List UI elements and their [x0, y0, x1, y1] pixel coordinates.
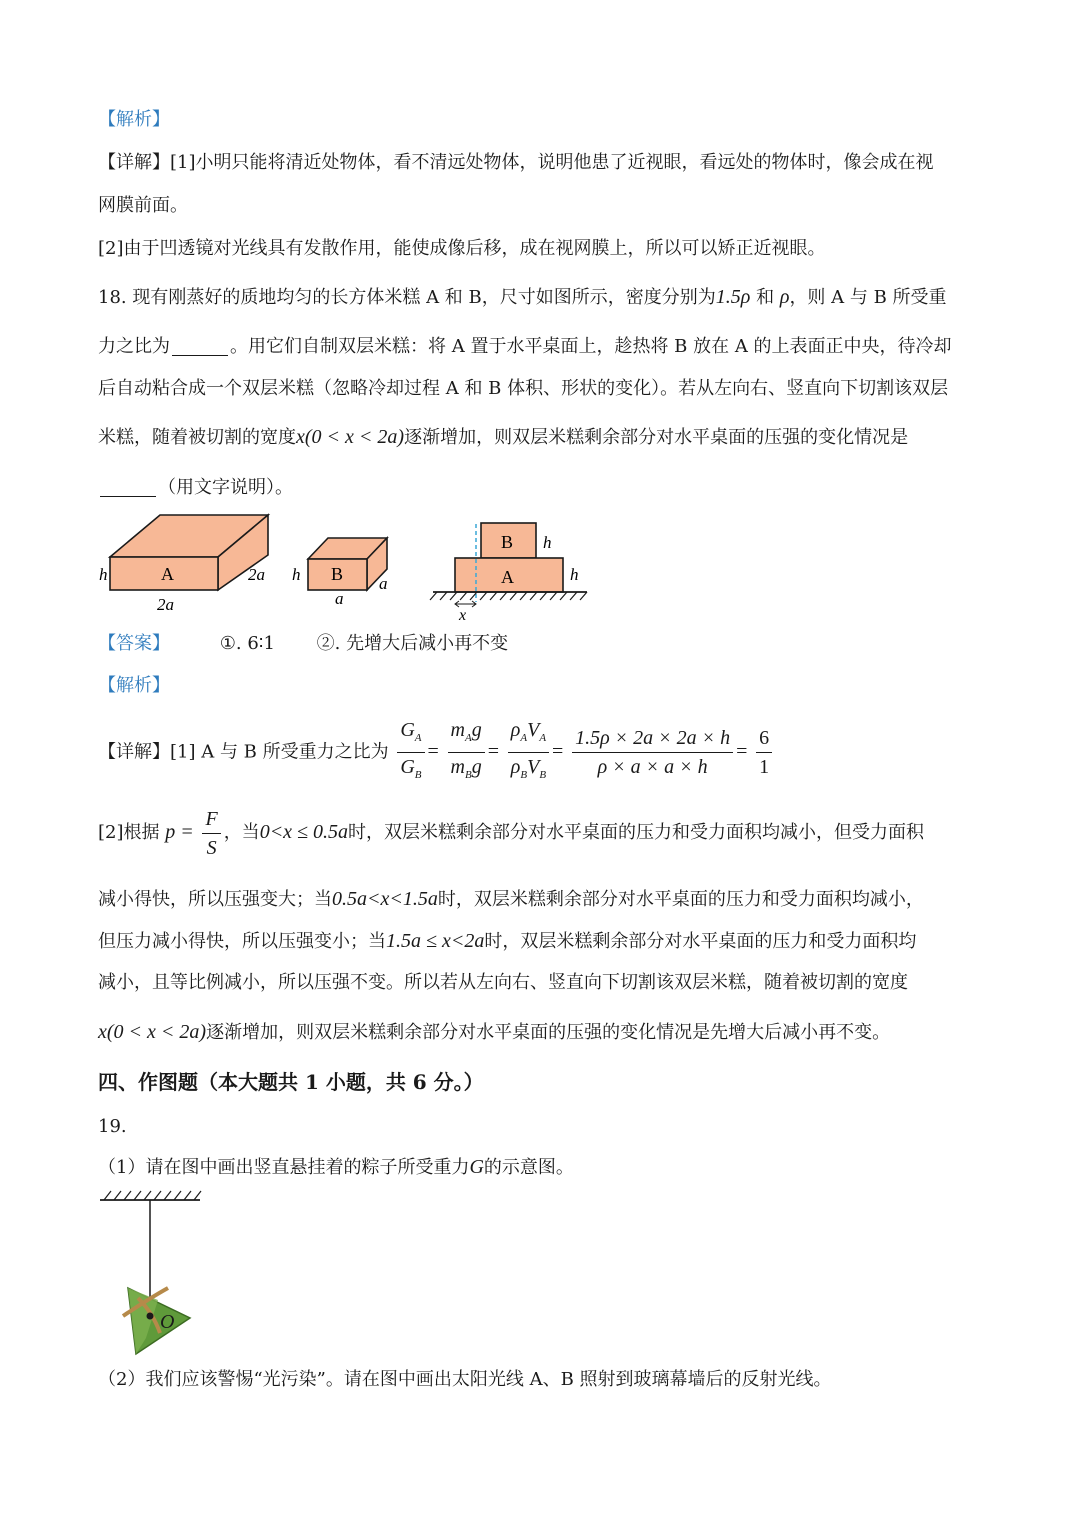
detail1-text: 【详解】[1] A 与 B 所受重力之比为 — [98, 741, 389, 763]
q18-detail3: 减小得快，所以压强变大；当0.5a<x<1.5a时，双层米糕剩余部分对水平桌面的压力和受力面积均减小， — [98, 888, 924, 910]
q18-answer — [98, 632, 508, 656]
gravity-symbol: G — [469, 1156, 484, 1178]
cond-3: 1.5a ≤ x<2a — [386, 930, 485, 952]
stack-a-label: A — [501, 567, 514, 587]
q18-line3: 后自动粘合成一个双层米糕（忽略冷却过程 A 和 B 体积、形状的变化）。若从左向右、竖直向下切割该双层 — [98, 378, 949, 399]
x-range: x(0 < x < 2a) — [296, 426, 405, 448]
ground-hatching — [430, 592, 587, 600]
q18-line4-a: 米糕，随着被切割的宽度 — [98, 427, 296, 448]
q18-line4 — [98, 425, 908, 450]
cond-2: 0.5a<x<1.5a — [332, 888, 438, 910]
stack-b-h: h — [543, 533, 552, 552]
frac-result: $\frac{6}{1}$ — [756, 724, 772, 781]
answer-blank-1 — [172, 337, 228, 356]
q19-part1: （1）请在图中画出竖直悬挂着的粽子所受重力G的示意图。 — [98, 1156, 574, 1178]
analysis-tag-q17: 【解析】 — [98, 109, 170, 130]
rho: ρ — [779, 286, 790, 308]
frac-numeric: $\frac{1.5\rho \times 2a \times 2a \times h}{\rho \times a \times a \times h}$ — [572, 724, 733, 781]
q18-detail5: 减小，且等比例减小，所以压强不变。所以若从左向右、竖直向下切割该双层米糕，随着被切割的宽度 — [98, 972, 908, 993]
q19-part2: （2）我们应该警惕“光污染”。请在图中画出太阳光线 A、B 照射到玻璃幕墙后的反射光线。 — [98, 1369, 832, 1390]
pressure-eq: p = — [165, 821, 194, 843]
frac-gravity: $\frac{G_A}{G_B}$ — [397, 716, 424, 789]
block-a-label: A — [161, 564, 174, 584]
q18-line5-text: （用文字说明）。 — [158, 477, 293, 498]
stack-b-label: B — [501, 532, 514, 552]
q17-detail-line1: 【详解】[1]小明只能将清近处物体，看不清远处物体，说明他患了近视眼，看远处的物体时，像会成在视 — [98, 152, 934, 173]
stacked-cake — [430, 523, 587, 622]
block-b-width: a — [335, 589, 344, 608]
block-a — [99, 515, 268, 614]
q18-line1-a: 18. 现有刚蒸好的质地均匀的长方体米糕 A 和 B，尺寸如图所示，密度分别为 — [98, 287, 716, 308]
rice-cake-figure — [95, 510, 595, 622]
section-4-title: 四、作图题（本大题共 1 小题，共 6 分。） — [98, 1070, 484, 1094]
q18-line4-b: 逐渐增加，则双层米糕剩余部分对水平桌面的压强的变化情况是 — [404, 427, 909, 448]
detail2-c: 时，双层米糕剩余部分对水平桌面的压力和受力面积均减小，但受力面积 — [348, 822, 925, 843]
answer-blank-2 — [100, 478, 156, 497]
q18-line2-a: 力之比为 — [98, 336, 170, 357]
q18-line1-b: 和 — [756, 287, 775, 308]
ceiling-hatching — [104, 1191, 201, 1200]
block-a-depth: 2a — [248, 565, 265, 584]
rho-1.5: 1.5ρ — [715, 286, 751, 308]
block-b — [292, 538, 388, 608]
frac-mass: $\frac{m_Ag}{m_Bg}$ — [448, 716, 485, 789]
stack-a-h: h — [570, 565, 579, 584]
q18-line1 — [98, 285, 947, 310]
q18-detail2 — [98, 800, 924, 864]
q18-detail6: x(0 < x < 2a)逐渐增加，则双层米糕剩余部分对水平桌面的压强的变化情况是先增大后减小再不变。 — [98, 1021, 891, 1043]
q18-line1-c: ，则 A 与 B 所受重 — [789, 287, 947, 308]
q18-detail1: 【详解】[1] A 与 B 所受重力之比为 $\frac{G_A}{G_B}$ = $\frac{m_Ag}{m_Bg}$ = $\frac{\rho_AV_A}{\rho_BV_B}$ = $\frac{1.5\rho \times 2a \times 2a \times h}{\rho \times a \times a \times h}$ = $\frac{6}{1}$ — [98, 716, 775, 780]
answer-1: ①. 6∶1 — [219, 633, 275, 654]
zongzi-figure — [98, 1188, 208, 1363]
block-a-h: h — [99, 565, 108, 584]
block-b-label: B — [331, 564, 344, 584]
q18-detail4: 但压力减小得快，所以压强变小；当1.5a ≤ x<2a时，双层米糕剩余部分对水平桌面的压力和受力面积均 — [98, 930, 917, 952]
q18-line2 — [98, 335, 952, 359]
block-b-h: h — [292, 565, 301, 584]
answer-2: ②. 先增大后减小再不变 — [316, 633, 509, 654]
cut-x-label: x — [459, 607, 467, 622]
q17-detail-line2: 网膜前面。 — [98, 195, 188, 216]
q18-line2-b: 。用它们自制双层米糕：将 A 置于水平桌面上，趁热将 B 放在 A 的上表面正中央，待冷却 — [230, 336, 952, 357]
analysis-tag-q18: 【解析】 — [98, 675, 170, 696]
frac-pressure: $\frac{F}{S}$ — [202, 805, 220, 862]
detail2-b: ，当 — [223, 822, 260, 843]
x-range-2: x(0 < x < 2a) — [98, 1021, 207, 1043]
zongzi — [123, 1288, 190, 1354]
detail2-a: [2]根据 — [98, 822, 160, 843]
q17-detail-line3: [2]由于凹透镜对光线具有发散作用，能使成像后移，成在视网膜上，所以可以矫正近视眼。 — [98, 238, 826, 259]
q19-number: 19. — [98, 1116, 127, 1137]
cond-1: 0<x ≤ 0.5a — [259, 821, 349, 843]
point-o-marker — [147, 1313, 154, 1320]
block-a-width: 2a — [157, 595, 174, 614]
frac-density-volume: $\frac{\rho_AV_A}{\rho_BV_B}$ — [508, 716, 549, 789]
answer-tag: 【答案】 — [98, 633, 170, 654]
block-b-depth: a — [379, 574, 388, 593]
point-o-label: O — [160, 1311, 175, 1333]
q18-line5 — [98, 476, 293, 500]
